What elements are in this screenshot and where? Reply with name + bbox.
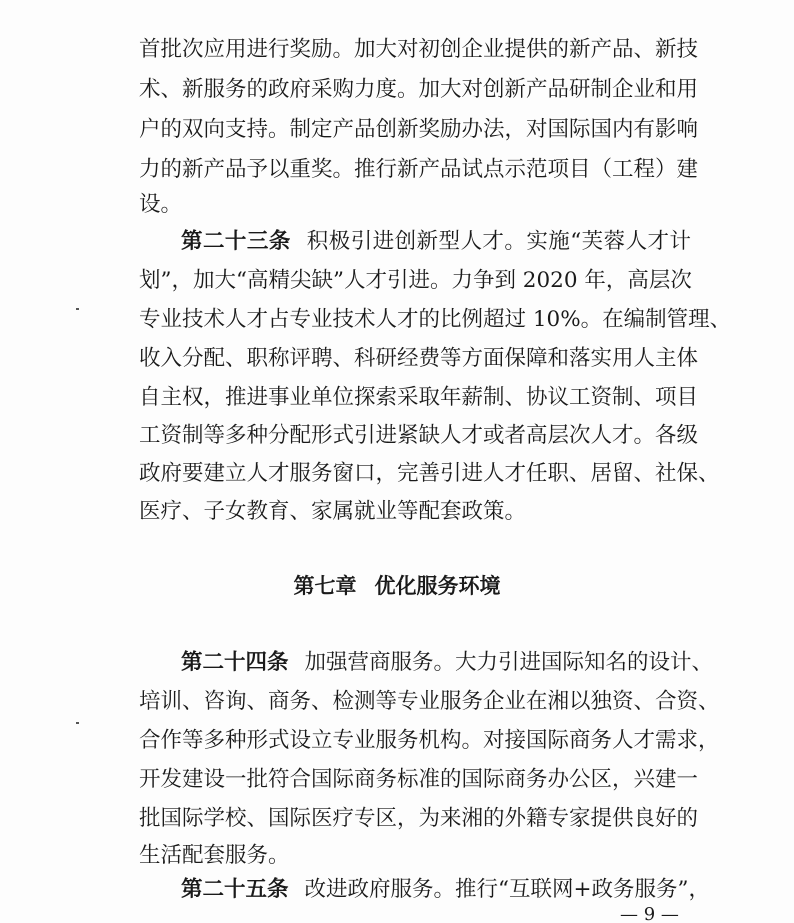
article-24-first-line: [181, 645, 714, 681]
article-25-text: 改进政府服务。推行“互联网+政务服务”，: [304, 877, 711, 902]
article-25-first-line: [181, 872, 711, 908]
paragraph-line: 户的双向支持。制定产品创新奖励办法，对国际国内有影响: [139, 117, 699, 142]
paragraph-line: 合作等多种形式设立专业服务机构。对接国际商务人才需求，: [139, 728, 720, 753]
article-23-first-line: [181, 224, 691, 260]
paragraph-line: 力的新产品予以重奖。推行新产品试点示范项目（工程）建: [139, 157, 699, 182]
chapter-title: 优化服务环境: [374, 574, 501, 598]
paragraph-line: 医疗、子女教育、家属就业等配套政策。: [139, 499, 527, 524]
paragraph-line: 设。: [139, 192, 183, 217]
paragraph-line: 专业技术人才占专业技术人才的比例超过 10%。在编制管理、: [139, 307, 732, 332]
paragraph-line: 术、新服务的政府采购力度。加大对创新产品研制企业和用: [139, 77, 699, 102]
chapter-heading: [0, 568, 794, 604]
article-24-text: 加强营商服务。大力引进国际知名的设计、: [304, 650, 714, 675]
margin-mark: [76, 722, 79, 724]
paragraph-line: 工资制等多种分配形式引进紧缺人才或者高层次人才。各级: [139, 423, 699, 448]
paragraph-line: 生活配套服务。: [139, 843, 290, 868]
paragraph-line: 首批次应用进行奖励。加大对初创企业提供的新产品、新技: [139, 37, 699, 62]
paragraph-line: 政府要建立人才服务窗口，完善引进人才任职、居留、社保、: [139, 461, 720, 486]
article-23-label: 第二十三条: [181, 229, 291, 254]
paragraph-line: 开发建设一批符合国际商务标准的国际商务办公区，兴建一: [139, 767, 699, 792]
paragraph-line: 收入分配、职称评聘、科研经费等方面保障和落实用人主体: [139, 346, 699, 371]
margin-mark: [76, 308, 79, 310]
article-25-label: 第二十五条: [181, 877, 289, 902]
paragraph-line: 培训、咨询、商务、检测等专业服务企业在湘以独资、合资、: [139, 689, 720, 714]
paragraph-line: 划”，加大“高精尖缺”人才引进。力争到 2020 年，高层次: [139, 268, 692, 293]
article-24-label: 第二十四条: [181, 650, 289, 675]
chapter-number: 第七章: [293, 574, 357, 598]
paragraph-line: 批国际学校、国际医疗专区，为来湘的外籍专家提供良好的: [139, 806, 699, 831]
paragraph-line: 自主权，推进事业单位探索采取年薪制、协议工资制、项目: [139, 385, 699, 410]
article-23-text: 积极引进创新型人才。实施“芙蓉人才计: [306, 229, 691, 254]
page-number: — 9 —: [620, 904, 679, 923]
